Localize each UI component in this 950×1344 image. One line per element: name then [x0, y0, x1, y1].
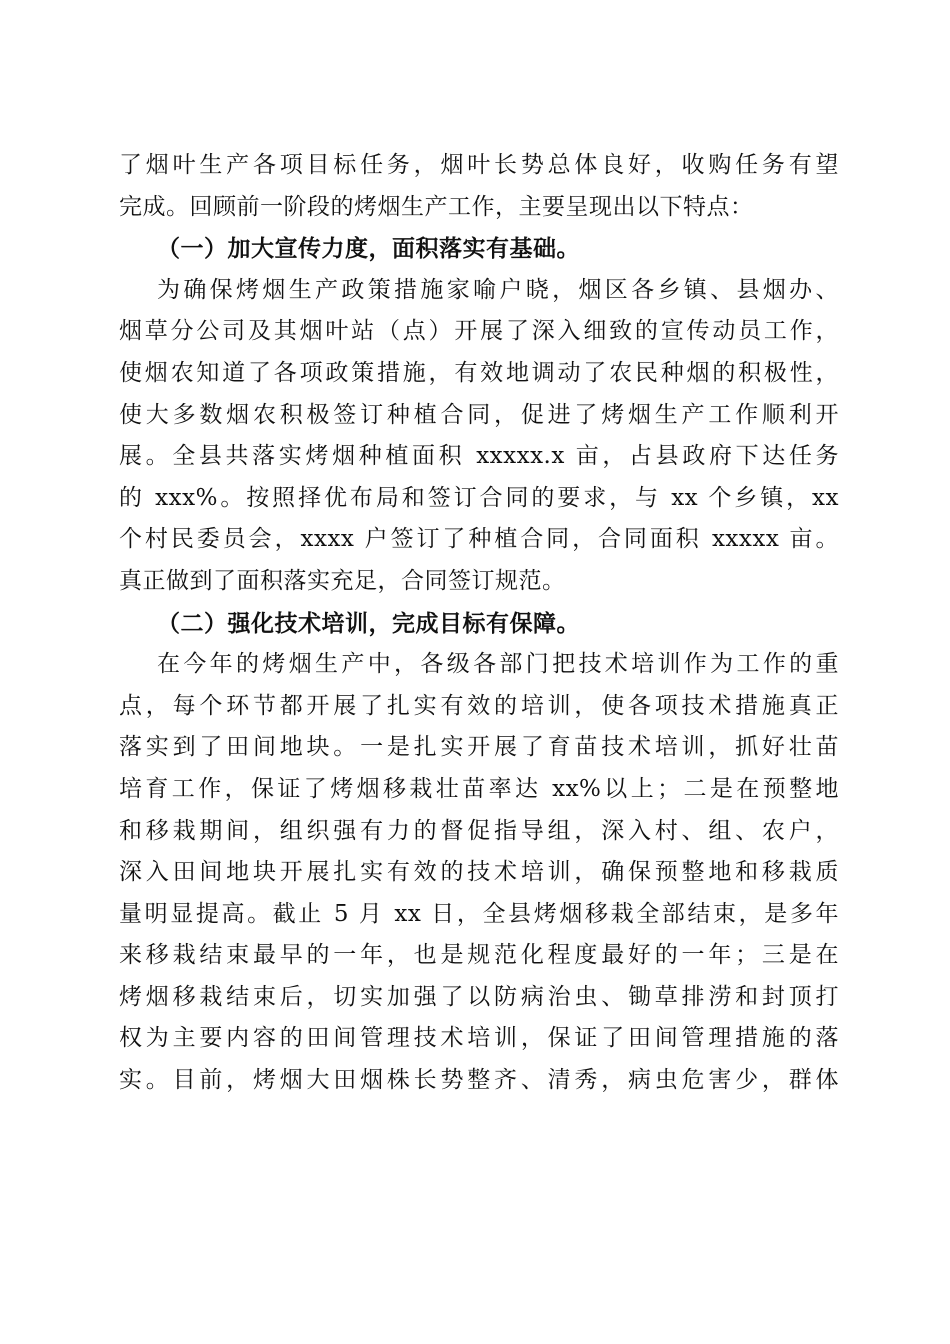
text-line: 落实到了田间地块。一是扎实开展了育苗技术培训，抓好壮苗	[119, 734, 839, 761]
text-line: 深入田间地块开展扎实有效的技术培训，确保预整地和移栽质	[119, 859, 839, 886]
text-line: 真正做到了面积落实充足，合同签订规范。	[119, 567, 566, 594]
text-line: 个村民委员会，xxxx 户签订了种植合同，合同面积 xxxxx 亩。	[119, 526, 839, 553]
text-line: 烤烟移栽结束后，切实加强了以防病治虫、锄草排涝和封顶打	[119, 983, 839, 1010]
text-line: 完成。回顾前一阶段的烤烟生产工作，主要呈现出以下特点：	[119, 193, 754, 220]
text-line: 和移栽期间，组织强有力的督促指导组，深入村、组、农户，	[119, 817, 839, 844]
text-line: 在今年的烤烟生产中，各级各部门把技术培训作为工作的重	[157, 651, 839, 678]
section-heading-1: （一）加大宣传力度，面积落实有基础。	[157, 235, 580, 263]
text-line: 的 xxx%。按照择优布局和签订合同的要求，与 xx 个乡镇，xx	[119, 484, 839, 511]
text-line: 了烟叶生产各项目标任务，烟叶长势总体良好，收购任务有望	[119, 152, 839, 178]
text-line: 量明显提高。截止 5 月 xx 日，全县烤烟移栽全部结束，是多年	[119, 900, 839, 927]
text-line: 点，每个环节都开展了扎实有效的培训，使各项技术措施真正	[119, 692, 839, 719]
section-heading-2: （二）强化技术培训，完成目标有保障。	[157, 609, 580, 637]
text-line: 来移栽结束最早的一年，也是规范化程度最好的一年；三是在	[119, 942, 839, 969]
text-line: 为确保烤烟生产政策措施家喻户晓，烟区各乡镇、县烟办、	[157, 276, 839, 303]
text-line: 使大多数烟农积极签订种植合同，促进了烤烟生产工作顺利开	[119, 401, 839, 428]
text-line: 培育工作，保证了烤烟移栽壮苗率达 xx%以上；二是在预整地	[119, 775, 839, 802]
body-text	[119, 145, 839, 1102]
text-line: 展。全县共落实烤烟种植面积 xxxxx.x 亩，占县政府下达任务	[119, 443, 839, 470]
text-line: 实。目前，烤烟大田烟株长势整齐、清秀，病虫危害少，群体	[119, 1067, 839, 1094]
text-line: 权为主要内容的田间管理技术培训，保证了田间管理措施的落	[119, 1025, 839, 1052]
text-line: 使烟农知道了各项政策措施，有效地调动了农民种烟的积极性，	[119, 359, 839, 386]
text-line: 烟草分公司及其烟叶站（点）开展了深入细致的宣传动员工作，	[119, 318, 839, 345]
